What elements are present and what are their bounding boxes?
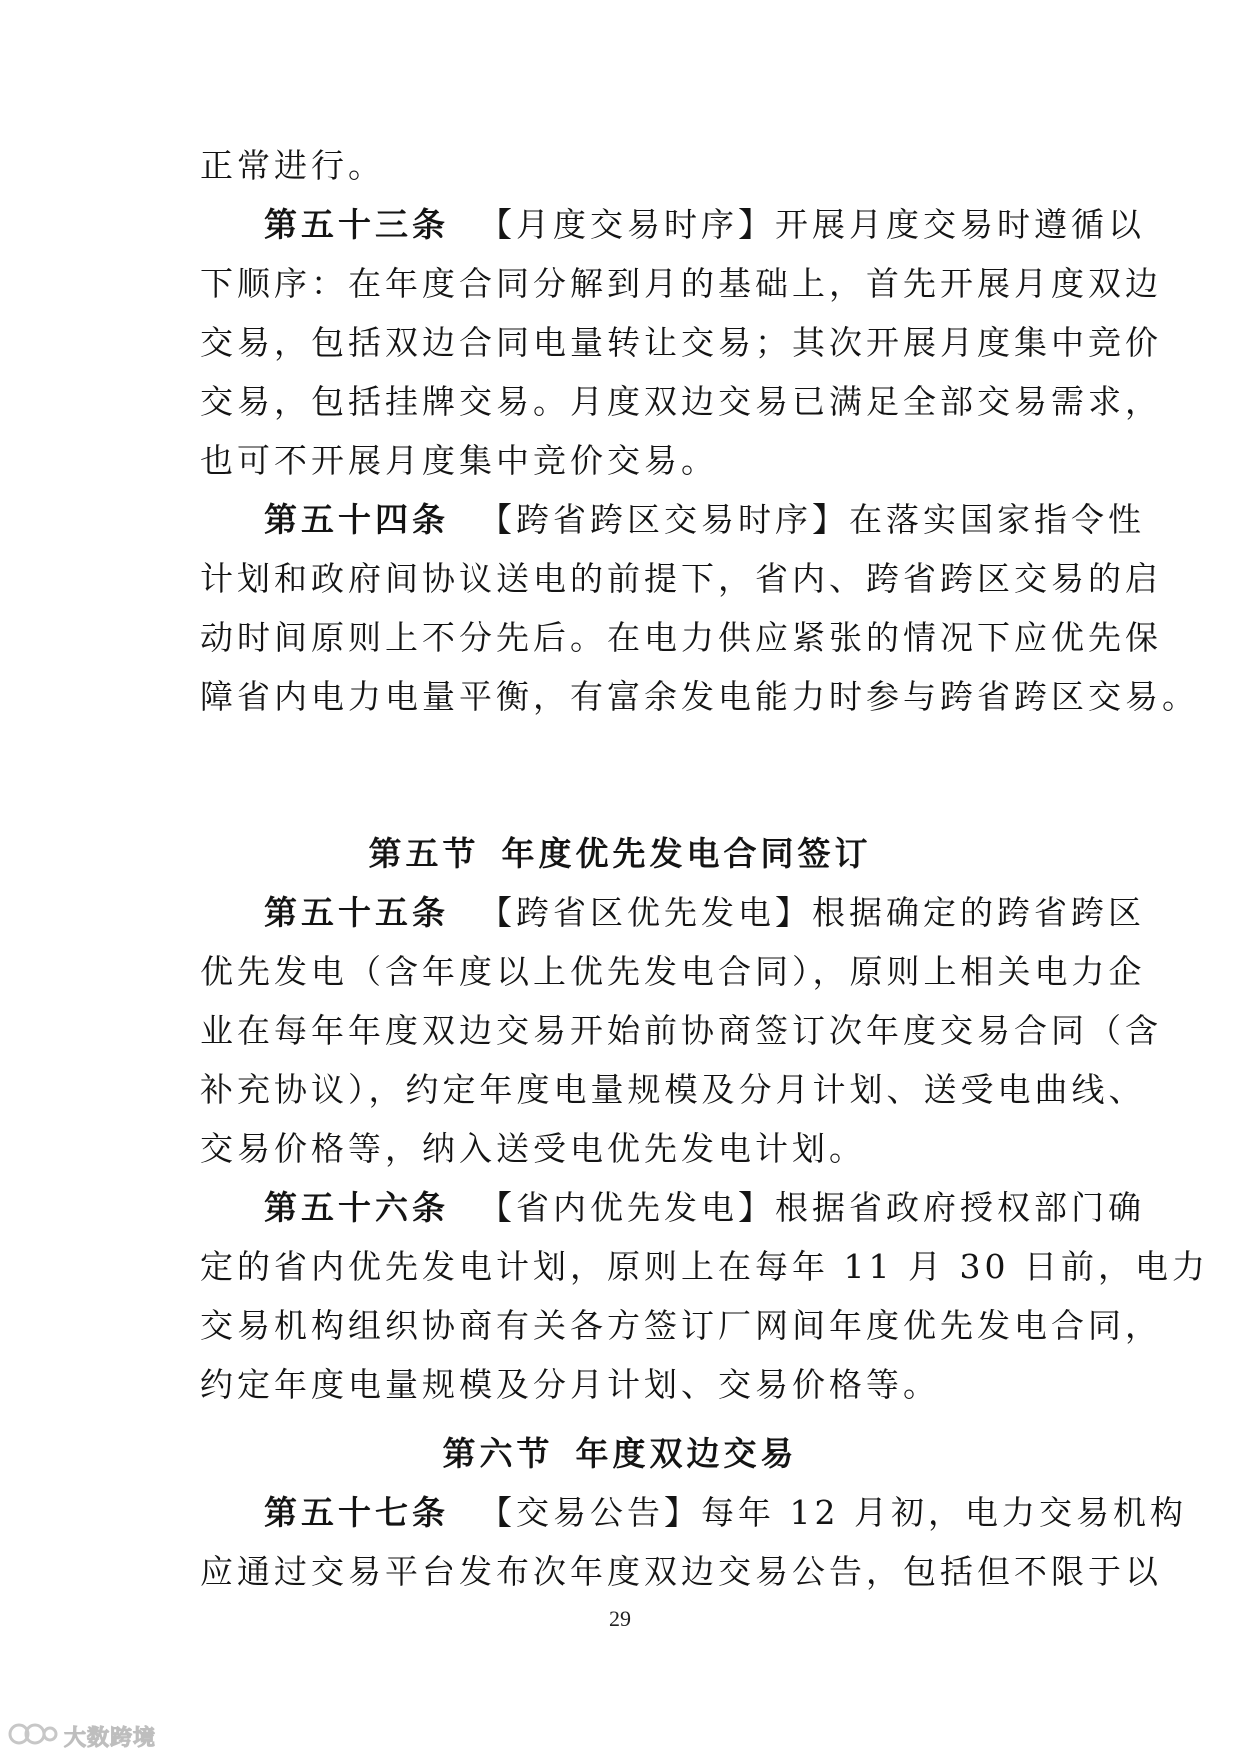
article-55-line-3: 业在每年年度双边交易开始前协商签订次年度交易合同（含 — [200, 1011, 1162, 1050]
article-56-number: 第五十六条 — [264, 1188, 449, 1227]
section-5-title: 年度优先发电合同签订 — [501, 834, 872, 873]
article-56-line-2: 定的省内优先发电计划，原则上在每年 11 月 30 日前，电力 — [200, 1247, 1209, 1286]
page-number: 29 — [609, 1606, 631, 1631]
watermark-logo-icon — [8, 1721, 58, 1751]
article-55-text-1: 【跨省区优先发电】根据确定的跨省跨区 — [479, 893, 1145, 932]
article-54-line-4: 障省内电力电量平衡，有富余发电能力时参与跨省跨区交易。 — [200, 677, 1199, 716]
article-55-line-4: 补充协议），约定年度电量规模及分月计划、送受电曲线、 — [200, 1070, 1146, 1109]
body-block-2 — [200, 883, 1209, 1414]
watermark-text: 大数跨境 — [64, 1725, 157, 1751]
article-56-line-4: 约定年度电量规模及分月计划、交易价格等。 — [200, 1365, 940, 1404]
article-53-line-4: 交易，包括挂牌交易。月度双边交易已满足全部交易需求， — [200, 382, 1162, 421]
article-55-line-5: 交易价格等，纳入送受电优先发电计划。 — [200, 1129, 866, 1168]
article-53-text-1: 【月度交易时序】开展月度交易时遵循以 — [479, 205, 1145, 244]
article-56-text-1: 【省内优先发电】根据省政府授权部门确 — [479, 1188, 1145, 1227]
section-5-heading — [0, 824, 1240, 883]
article-53-line-2: 下顺序：在年度合同分解到月的基础上，首先开展月度双边 — [200, 264, 1162, 303]
section-6-number: 第六节 — [442, 1434, 554, 1473]
article-57-line-1 — [200, 1483, 1187, 1542]
article-54-line-2: 计划和政府间协议送电的前提下，省内、跨省跨区交易的启 — [200, 559, 1162, 598]
section-6-heading — [0, 1424, 1240, 1483]
article-53-line-5: 也可不开展月度集中竞价交易。 — [200, 441, 718, 480]
article-53-number: 第五十三条 — [264, 205, 449, 244]
paragraph-continuation: 正常进行。 — [200, 146, 385, 185]
body-block-1 — [200, 136, 1199, 726]
article-57-text-1: 【交易公告】每年 12 月初，电力交易机构 — [479, 1493, 1187, 1532]
article-54-line-1 — [200, 490, 1145, 549]
article-55-number: 第五十五条 — [264, 893, 449, 932]
body-block-3 — [200, 1483, 1187, 1601]
section-5-number: 第五节 — [368, 834, 480, 873]
article-54-line-3: 动时间原则上不分先后。在电力供应紧张的情况下应优先保 — [200, 618, 1162, 657]
section-6-title: 年度双边交易 — [575, 1434, 798, 1473]
article-56-line-1 — [200, 1178, 1145, 1237]
article-53-line-1 — [200, 195, 1145, 254]
watermark — [8, 1722, 156, 1750]
article-54-text-1: 【跨省跨区交易时序】在落实国家指令性 — [479, 500, 1145, 539]
article-56-line-3: 交易机构组织协商有关各方签订厂网间年度优先发电合同， — [200, 1306, 1162, 1345]
article-54-number: 第五十四条 — [264, 500, 449, 539]
article-55-line-2: 优先发电（含年度以上优先发电合同），原则上相关电力企 — [200, 952, 1146, 991]
article-53-line-3: 交易，包括双边合同电量转让交易；其次开展月度集中竞价 — [200, 323, 1162, 362]
article-55-line-1 — [200, 883, 1145, 942]
article-57-line-2: 应通过交易平台发布次年度双边交易公告，包括但不限于以 — [200, 1552, 1162, 1591]
article-57-number: 第五十七条 — [264, 1493, 449, 1532]
